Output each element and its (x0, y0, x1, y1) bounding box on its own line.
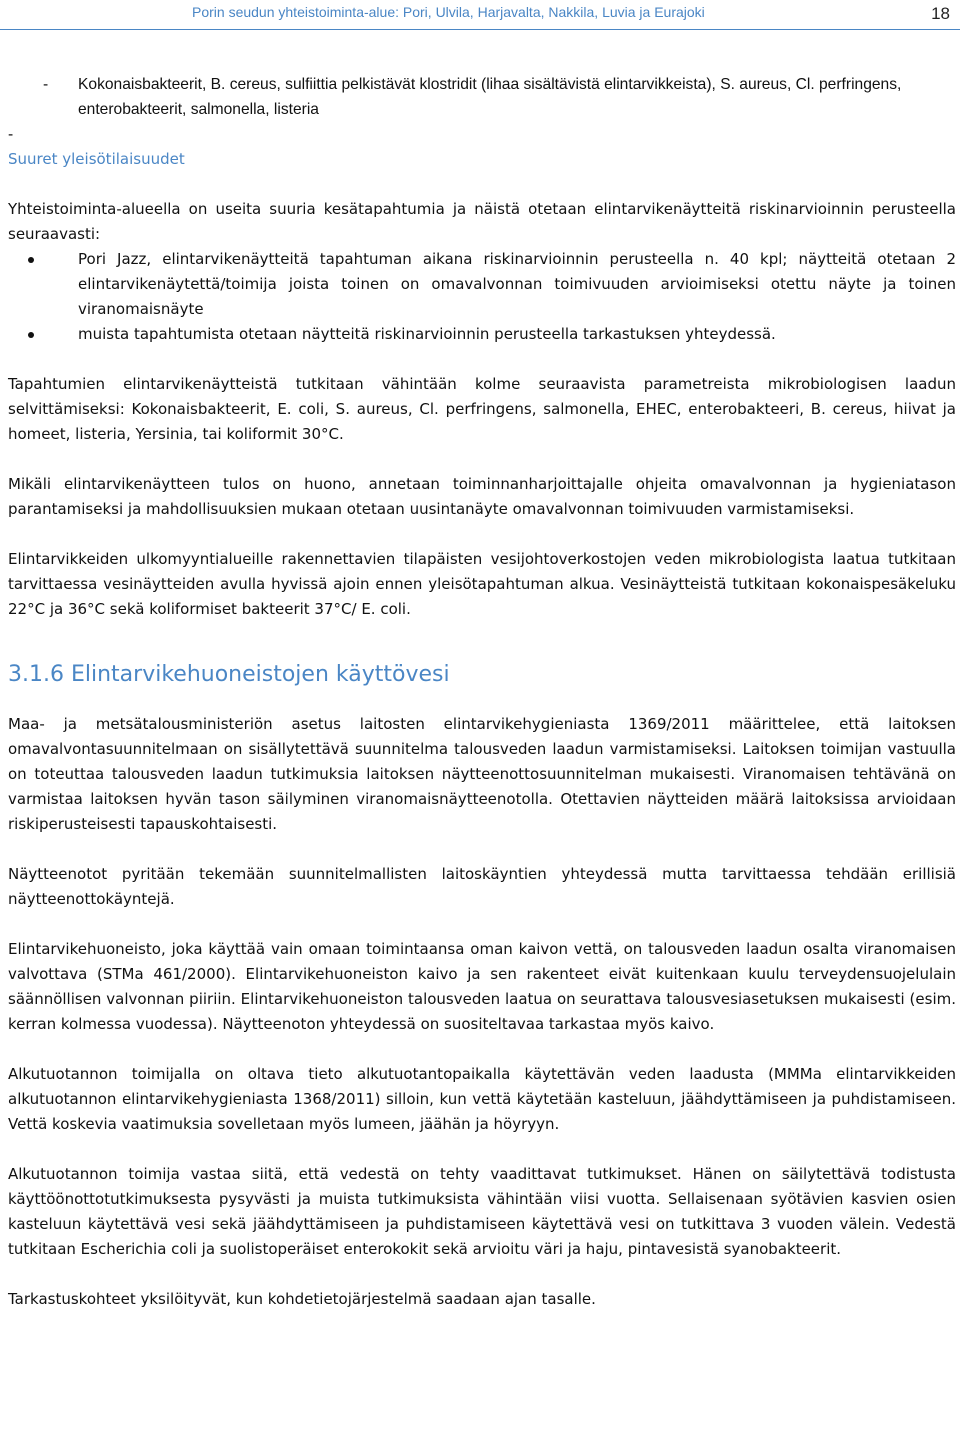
header-rule (0, 29, 960, 30)
paragraph: Elintarvikkeiden ulkomyyntialueille rakennettavien tilapäisten vesijohtoverkostojen veden mikrobiologista laatua tutkitaan tarvittaessa vesinäytteiden avulla hyvissä ajoin ennen yleisötapahtuman alkua. Vesinäytteistä tutkitaan kokonaispesäkeluku 22°C ja 36°C sekä koliformiset bakteerit 37°C/ E. coli. (8, 550, 956, 618)
subheading-events: Suuret yleisötilaisuudet (8, 150, 185, 168)
paragraph: Alkutuotannon toimija vastaa siitä, että vedestä on tehty vaadittavat tutkimukset. Hänen on säilytettävä todistusta käyttöönottotutkimuksesta pysyvästi ja muista tutkimuksista vähintään viisi vuotta. Sellaisenaan syötävien kasvien osien kasteluun käytettävä vesi sekä jäähdyttämiseen ja puhdistamiseen käytettävä vesi on tutkittava 3 vuoden välein. Vedestä tutkitaan Escherichia coli ja suolistoperäiset enterokokit sekä arvioitu väri ja haju, pintavesistä syanobakteerit. (8, 1165, 956, 1258)
bullet-text: muista tapahtumista otetaan näytteitä riskinarvioinnin perusteella tarkastuksen yhteydessä. (78, 325, 776, 343)
dash-list-item-empty (8, 122, 956, 147)
bullet-item (8, 247, 956, 322)
page-number: 18 (931, 4, 950, 23)
paragraph: Maa- ja metsätalousministeriön asetus laitosten elintarvikehygieniasta 1369/2011 määrittelee, että laitoksen omavalvontasuunnitelmaan on sisällytettävä suunnitelma talousveden laadun varmistamiseksi. Laitoksen toimijan vastuulla on toteuttaa talousveden laadun tutkimuksia laitoksen näytteenottosuunnitelman mukaisesti. Viranomaisen tehtävänä on varmistaa laitoksen hyvän tason säilyminen viranomaisnäytteenotolla. Otettavien näytteiden määrä laitoksissa arvioidaan riskiperusteisesti tapauskohtaisesti. (8, 715, 956, 833)
paragraph: Mikäli elintarvikenäytteen tulos on huono, annetaan toiminnanharjoittajalle ohjeita omavalvonnan ja hygieniatason parantamiseksi ja mahdollisuuksien mukaan otetaan uusintanäyte omavalvonnan toimivuuden varmistamiseksi. (8, 475, 956, 518)
bullet-icon (28, 332, 34, 338)
header-title: Porin seudun yhteistoiminta-alue: Pori, Ulvila, Harjavalta, Nakkila, Luvia ja Eurajoki (192, 4, 705, 20)
section-heading: 3.1.6 Elintarvikehuoneistojen käyttövesi (8, 662, 450, 687)
dash-mark: - (43, 76, 49, 93)
dash-item-text: Kokonaisbakteerit, B. cereus, sulfiittia pelkistävät klostridit (lihaa sisältävistä elintarvikkeista), S. aureus, Cl. perfringens, enterobakteerit, salmonella, listeria (78, 76, 902, 118)
paragraph: Tapahtumien elintarvikenäytteistä tutkitaan vähintään kolme seuraavista parametreista mikrobiologisen laadun selvittämiseksi: Kokonaisbakteerit, E. coli, S. aureus, Cl. perfringens, salmonella, EHEC, enterobakteeri, B. cereus, hiivat ja homeet, listeria, Yersinia, tai koliformit 30°C. (8, 375, 956, 443)
bullet-item (8, 322, 956, 347)
paragraph: Tarkastuskohteet yksilöityvät, kun kohdetietojärjestelmä saadaan ajan tasalle. (8, 1290, 596, 1308)
events-intro-paragraph: Yhteistoiminta-alueella on useita suuria kesätapahtumia ja näistä otetaan elintarvikenäytteitä riskinarvioinnin perusteella seuraavasti: (8, 200, 956, 243)
bullet-text: Pori Jazz, elintarvikenäytteitä tapahtuman aikana riskinarvioinnin perusteella n. 40 kpl; näytteitä otetaan 2 elintarvikenäytettä/toimija joista toinen on omavalvonnan toimivuuden arvioimiseksi otettu näyte ja toinen viranomaisnäyte (78, 250, 956, 318)
document-body (8, 72, 956, 1312)
dash-list-item (8, 72, 956, 122)
paragraph: Näytteenotot pyritään tekemään suunnitelmallisten laitoskäyntien yhteydessä mutta tarvittaessa tehdään erillisiä näytteenottokäyntejä. (8, 865, 956, 908)
paragraph: Alkutuotannon toimijalla on oltava tieto alkutuotantopaikalla käytettävän veden laadusta (MMMa elintarvikkeiden alkutuotannon elintarvikehygieniasta 1368/2011) silloin, kun vettä käytetään kasteluun, jäähdyttämiseen ja puhdistamiseen. Vettä koskevia vaatimuksia sovelletaan myös lumeen, jäähän ja höyryyn. (8, 1065, 956, 1133)
dash-mark: - (8, 126, 14, 143)
bullet-icon (28, 257, 34, 263)
paragraph: Elintarvikehuoneisto, joka käyttää vain omaan toimintaansa oman kaivon vettä, on talousveden laadun osalta viranomaisen valvottava (STMa 461/2000). Elintarvikehuoneiston kaivo ja sen rakenteet eivät kuitenkaan kuulu terveydensuojelulain säännöllisen valvonnan piiriin. Elintarvikehuoneiston talousveden laatua on seurattava talousvesiasetuksen mukaisesti (esim. kerran kolmessa vuodessa). Näytteenoton yhteydessä on suositeltavaa tarkastaa myös kaivo. (8, 940, 956, 1033)
events-bullet-list (8, 247, 956, 347)
page-header (0, 0, 960, 30)
